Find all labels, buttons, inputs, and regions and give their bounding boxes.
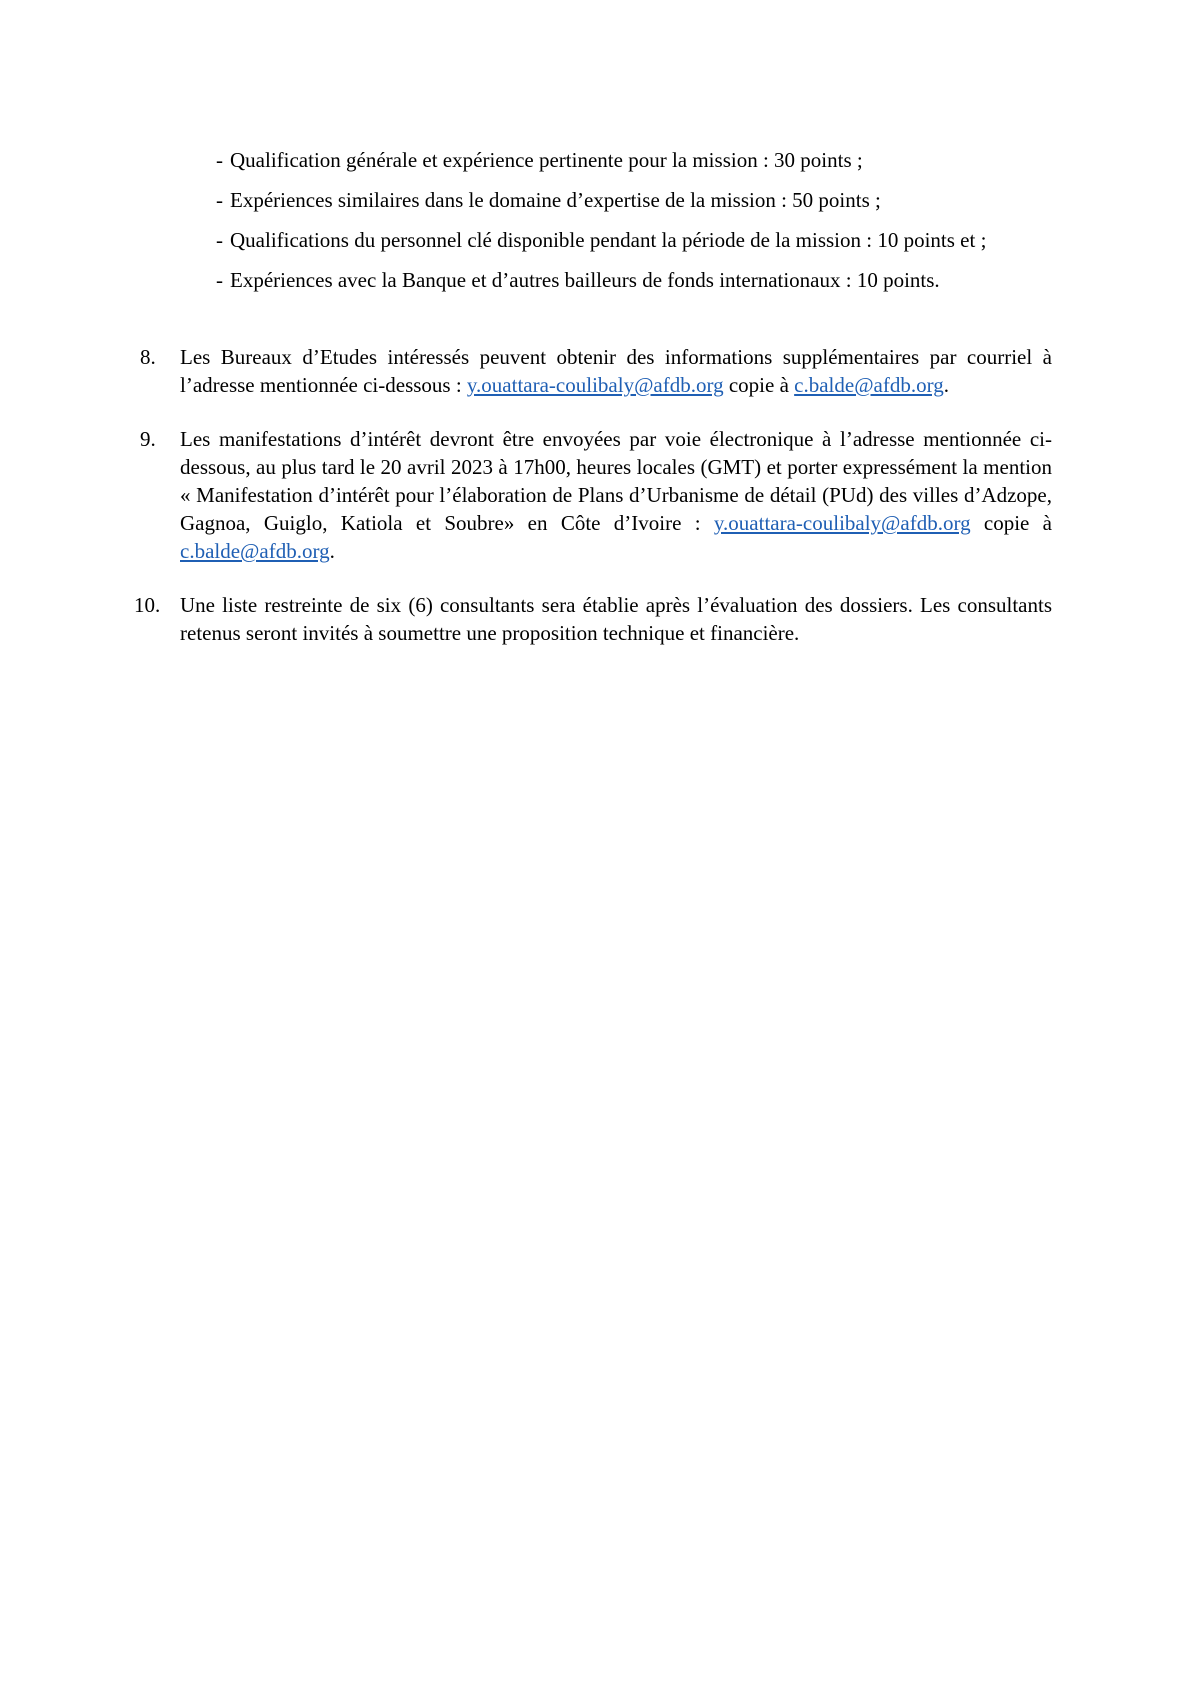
paragraph-9 — [140, 425, 1052, 565]
evaluation-criteria-list — [216, 146, 1052, 306]
criteria-text: Expériences similaires dans le domaine d’expertise de la mission : 50 points ; — [230, 188, 881, 212]
paragraph-number: 9. — [140, 427, 156, 451]
email-link-balde[interactable]: c.balde@afdb.org — [794, 373, 944, 397]
paragraph-end: . — [329, 539, 335, 563]
criteria-item — [216, 266, 1052, 294]
paragraph-text: Une liste restreinte de six (6) consultants sera établie après l’évaluation des dossiers. Les consultants retenus seront invités à soumettre une proposition technique et financière. — [180, 593, 1052, 645]
criteria-bullet: - — [216, 268, 223, 292]
paragraph-end: . — [943, 373, 949, 397]
criteria-item — [216, 226, 1052, 254]
email-link-balde[interactable]: c.balde@afdb.org — [180, 539, 330, 563]
criteria-bullet: - — [216, 188, 223, 212]
paragraph-number: 10. — [134, 593, 161, 617]
criteria-text: Qualification générale et expérience pertinente pour la mission : 30 points ; — [230, 148, 863, 172]
criteria-text: Qualifications du personnel clé disponible pendant la période de la mission : 10 points et ; — [230, 228, 987, 252]
criteria-bullet: - — [216, 228, 223, 252]
copy-text: copie à — [723, 373, 795, 397]
email-link-ouattara[interactable]: y.ouattara-coulibaly@afdb.org — [466, 373, 724, 397]
paragraph-text: Les Bureaux d’Etudes intéressés peuvent obtenir des informations supplémentaires par courriel à l’adresse mentionnée ci-dessous : — [180, 345, 1052, 397]
paragraph-10 — [134, 591, 1052, 647]
criteria-item — [216, 146, 1052, 174]
copy-text: copie à — [970, 511, 1053, 535]
paragraph-8 — [140, 343, 1052, 399]
criteria-item — [216, 186, 1052, 214]
paragraph-text: Les manifestations d’intérêt devront être envoyées par voie électronique à l’adresse mentionnée ci-dessous, au plus tard le 20 avril 2023 à 17h00, heures locales (GMT) et porter expressément la mention « Manifestation d’intérêt pour l’élaboration de Plans d’Urbanisme de détail (PUd) des villes d’Adzope, Gagnoa, Guiglo, Katiola et Soubre» en Côte d’Ivoire : — [180, 427, 1052, 535]
criteria-text: Expériences avec la Banque et d’autres bailleurs de fonds internationaux : 10 points. — [230, 268, 940, 292]
numbered-paragraphs — [134, 343, 1053, 673]
paragraph-number: 8. — [140, 345, 156, 369]
criteria-bullet: - — [216, 148, 223, 172]
email-link-ouattara[interactable]: y.ouattara-coulibaly@afdb.org — [713, 511, 971, 535]
